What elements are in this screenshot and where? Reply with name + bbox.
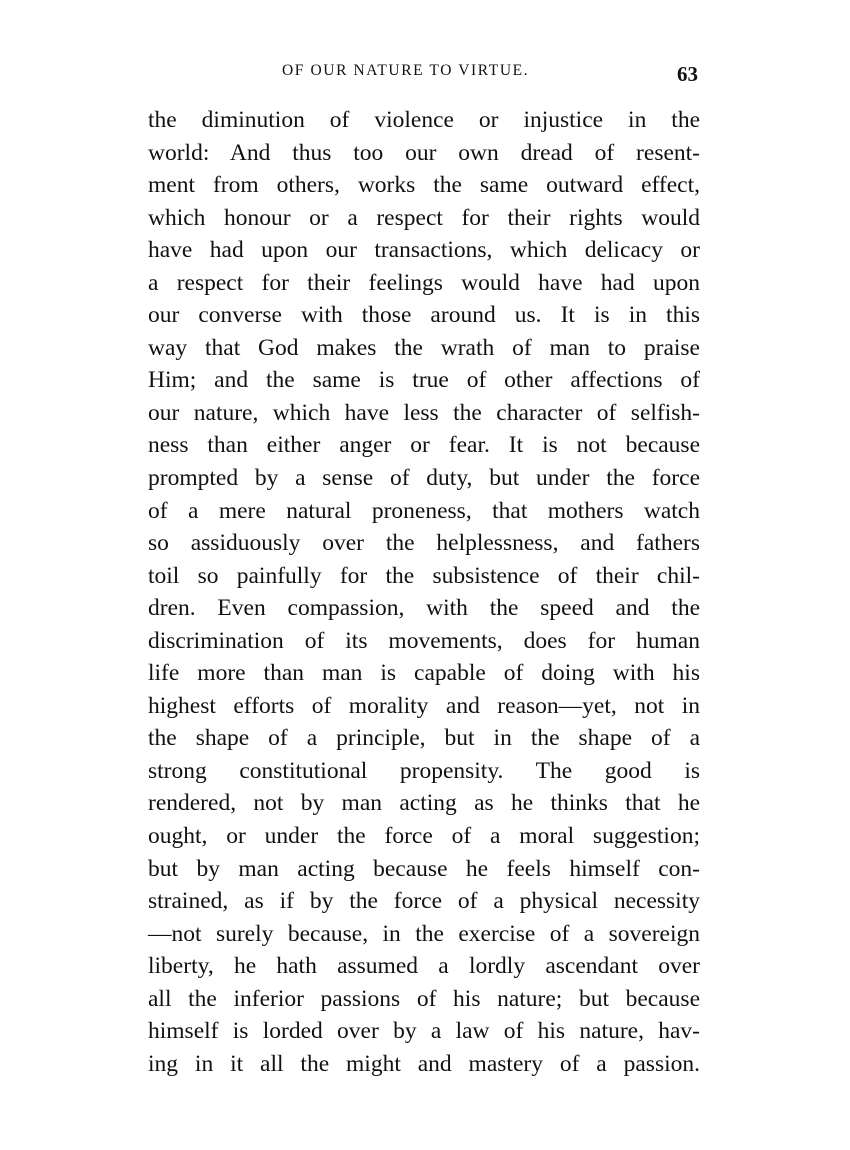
text-line: liberty, he hath assumed a lordly ascendant over	[148, 953, 700, 980]
text-line: world: And thus too our own dread of resent-	[148, 139, 700, 166]
text-line: our nature, which have less the character of selfish-	[148, 399, 700, 426]
text-line: strained, as if by the force of a physical necessity	[148, 888, 700, 915]
text-line: prompted by a sense of duty, but under the force	[148, 465, 700, 492]
text-line: strong constitutional propensity. The good is	[148, 757, 700, 784]
text-line: which honour or a respect for their rights would	[148, 204, 700, 231]
text-line: the shape of a principle, but in the shape of a	[148, 725, 700, 752]
text-line: the diminution of violence or injustice in the	[148, 107, 700, 133]
text-line: but by man acting because he feels himself con-	[148, 855, 700, 882]
text-line: highest efforts of morality and reason—yet, not in	[148, 692, 700, 719]
page-number: 63	[677, 62, 698, 86]
text-line: Him; and the same is true of other affections of	[148, 367, 700, 394]
text-line: himself is lorded over by a law of his nature, hav-	[148, 1018, 700, 1045]
text-line: our converse with those around us. It is in this	[148, 302, 700, 329]
text-line: ought, or under the force of a moral suggestion;	[148, 823, 700, 850]
text-line: toil so painfully for the subsistence of their chil-	[148, 562, 700, 589]
text-line: of a mere natural proneness, that mothers watch	[148, 497, 700, 524]
text-line: ment from others, works the same outward effect,	[148, 172, 700, 199]
text-line: ing in it all the might and mastery of a passion.	[148, 1050, 700, 1077]
text-line: ness than either anger or fear. It is not because	[148, 432, 700, 459]
running-title: OF OUR NATURE TO VIRTUE.	[282, 62, 530, 79]
text-line: life more than man is capable of doing with his	[148, 660, 700, 687]
text-line: have had upon our transactions, which delicacy or	[148, 237, 700, 264]
text-line: discrimination of its movements, does for human	[148, 627, 700, 654]
text-line: dren. Even compassion, with the speed and the	[148, 595, 700, 622]
running-head	[148, 62, 700, 92]
text-line: —not surely because, in the exercise of a sovereign	[148, 920, 700, 947]
text-line: a respect for their feelings would have had upon	[148, 269, 700, 296]
text-line: way that God makes the wrath of man to praise	[148, 334, 700, 361]
body-text	[148, 104, 700, 1080]
text-line: all the inferior passions of his nature; but because	[148, 985, 700, 1012]
text-line: so assiduously over the helplessness, and fathers	[148, 530, 700, 557]
text-line: rendered, not by man acting as he thinks that he	[148, 790, 700, 817]
